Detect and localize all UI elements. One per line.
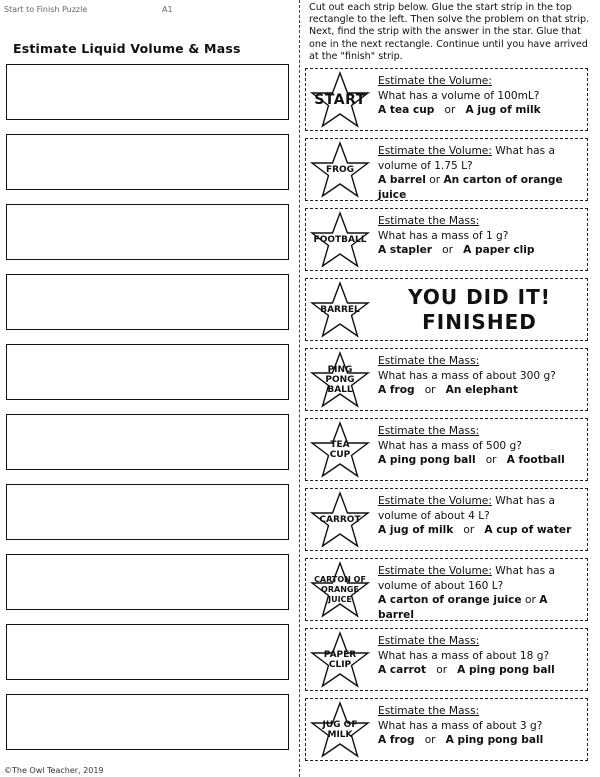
strip-2[interactable] bbox=[305, 138, 588, 201]
strip-6[interactable] bbox=[305, 418, 588, 481]
option-b: An elephant bbox=[445, 384, 518, 396]
option-b: A ping pong ball bbox=[457, 664, 555, 676]
option-or: or bbox=[524, 594, 536, 606]
strip-question: What has a volume of 1.75 L? bbox=[378, 145, 556, 172]
star-label: FOOTBALL bbox=[313, 235, 367, 245]
strip-question: What has a volume of about 160 L? bbox=[378, 565, 556, 592]
strip-question: What has a mass of 500 g? bbox=[378, 439, 522, 452]
strip-question: What has a volume of about 4 L? bbox=[378, 495, 556, 522]
strip-8[interactable] bbox=[305, 558, 588, 621]
option-or: or bbox=[444, 104, 456, 116]
option-a: A stapler bbox=[378, 244, 433, 256]
glue-rectangle-3 bbox=[6, 204, 289, 260]
strip-question: What has a mass of about 300 g? bbox=[378, 369, 556, 382]
glue-rectangle-1 bbox=[6, 64, 289, 120]
strip-text bbox=[378, 144, 583, 202]
option-a: A ping pong ball bbox=[378, 454, 476, 466]
star-label: PING PONG BALL bbox=[325, 365, 355, 395]
instructions: Cut out each strip below. Glue the start strip in the top rectangle to the left. Then solve the problem on that strip. Next, find the strip with the answer in the star. Glue that one in the next rectangle. Continue until you have arrived at the "finish" strip. bbox=[309, 2, 590, 62]
strip-4[interactable] bbox=[305, 278, 588, 341]
star-icon bbox=[308, 631, 372, 689]
glue-rectangle-5 bbox=[6, 344, 289, 400]
option-b: An carton of orange juice bbox=[378, 174, 563, 201]
strip-heading: Estimate the Volume: bbox=[378, 75, 492, 87]
glue-rectangle-10 bbox=[6, 694, 289, 750]
star-label: BARREL bbox=[320, 305, 360, 315]
option-a: A carrot bbox=[378, 664, 427, 676]
cut-divider bbox=[299, 0, 300, 777]
strip-question: What has a mass of 1 g? bbox=[378, 229, 509, 242]
option-or: or bbox=[463, 524, 475, 536]
option-or: or bbox=[436, 664, 448, 676]
strip-10[interactable] bbox=[305, 698, 588, 761]
star-label: START bbox=[314, 92, 366, 108]
strip-heading: Estimate the Mass: bbox=[378, 705, 480, 717]
strip-heading: Estimate the Mass: bbox=[378, 355, 480, 367]
strip-5[interactable] bbox=[305, 348, 588, 411]
star-label: TEA CUP bbox=[329, 440, 351, 460]
finished-text bbox=[376, 285, 583, 335]
footer-copyright: ©The Owl Teacher, 2019 bbox=[4, 766, 104, 775]
strip-question: What has a mass of about 3 g? bbox=[378, 719, 543, 732]
page-title: Estimate Liquid Volume & Mass bbox=[13, 41, 241, 56]
strip-heading: Estimate the Volume: bbox=[378, 495, 492, 507]
finished-line-2: FINISHED bbox=[422, 310, 537, 334]
option-a: A frog bbox=[378, 734, 415, 746]
strip-text bbox=[378, 74, 583, 118]
strip-text bbox=[378, 424, 583, 468]
option-or: or bbox=[485, 454, 497, 466]
strip-heading: Estimate the Mass: bbox=[378, 425, 480, 437]
star-label: JUG OF MILK bbox=[322, 720, 358, 740]
strip-heading: Estimate the Mass: bbox=[378, 635, 480, 647]
option-a: A jug of milk bbox=[378, 524, 454, 536]
strip-heading: Estimate the Volume: bbox=[378, 565, 492, 577]
star-icon bbox=[308, 351, 372, 409]
strip-7[interactable] bbox=[305, 488, 588, 551]
strip-3[interactable] bbox=[305, 208, 588, 271]
option-or: or bbox=[424, 734, 436, 746]
glue-rectangle-7 bbox=[6, 484, 289, 540]
glue-rectangle-9 bbox=[6, 624, 289, 680]
option-b: A paper clip bbox=[463, 244, 535, 256]
strip-text bbox=[378, 564, 583, 622]
star-icon bbox=[308, 561, 372, 619]
option-b: A football bbox=[506, 454, 565, 466]
option-or: or bbox=[442, 244, 453, 256]
star-icon bbox=[308, 211, 372, 269]
strip-text bbox=[378, 354, 583, 398]
header-label: Start to Finish Puzzle bbox=[4, 5, 88, 14]
strip-text bbox=[378, 634, 583, 678]
header-code: A1 bbox=[162, 5, 173, 14]
star-icon bbox=[308, 141, 372, 199]
glue-rectangle-4 bbox=[6, 274, 289, 330]
star-icon bbox=[308, 71, 372, 129]
option-b: A barrel bbox=[378, 594, 548, 621]
strip-text bbox=[378, 704, 583, 748]
option-or: or bbox=[429, 174, 441, 186]
strip-text bbox=[378, 494, 583, 538]
option-a: A carton of orange juice bbox=[378, 594, 522, 606]
glue-rectangle-2 bbox=[6, 134, 289, 190]
star-label: FROG bbox=[325, 165, 355, 175]
star-icon bbox=[308, 701, 372, 759]
glue-rectangle-8 bbox=[6, 554, 289, 610]
strip-question: What has a volume of 100mL? bbox=[378, 89, 540, 102]
strip-1[interactable] bbox=[305, 68, 588, 131]
star-icon bbox=[308, 281, 372, 339]
star-icon bbox=[308, 491, 372, 549]
option-b: A ping pong ball bbox=[445, 734, 544, 746]
star-label: CARROT bbox=[319, 515, 361, 525]
strip-9[interactable] bbox=[305, 628, 588, 691]
option-a: A barrel bbox=[378, 174, 426, 186]
option-a: A tea cup bbox=[378, 104, 435, 116]
option-b: A jug of milk bbox=[465, 104, 541, 116]
strip-question: What has a mass of about 18 g? bbox=[378, 649, 550, 662]
star-icon bbox=[308, 421, 372, 479]
option-a: A frog bbox=[378, 384, 415, 396]
strip-heading: Estimate the Mass: bbox=[378, 215, 480, 227]
star-label: CARTON OF ORANGE JUICE bbox=[314, 575, 366, 604]
finished-line-1: YOU DID IT! bbox=[408, 285, 551, 309]
glue-rectangle-6 bbox=[6, 414, 289, 470]
option-b: A cup of water bbox=[484, 524, 572, 536]
star-label: PAPER CLIP bbox=[323, 650, 357, 670]
option-or: or bbox=[424, 384, 436, 396]
strip-heading: Estimate the Volume: bbox=[378, 145, 492, 157]
strip-text bbox=[378, 214, 583, 258]
